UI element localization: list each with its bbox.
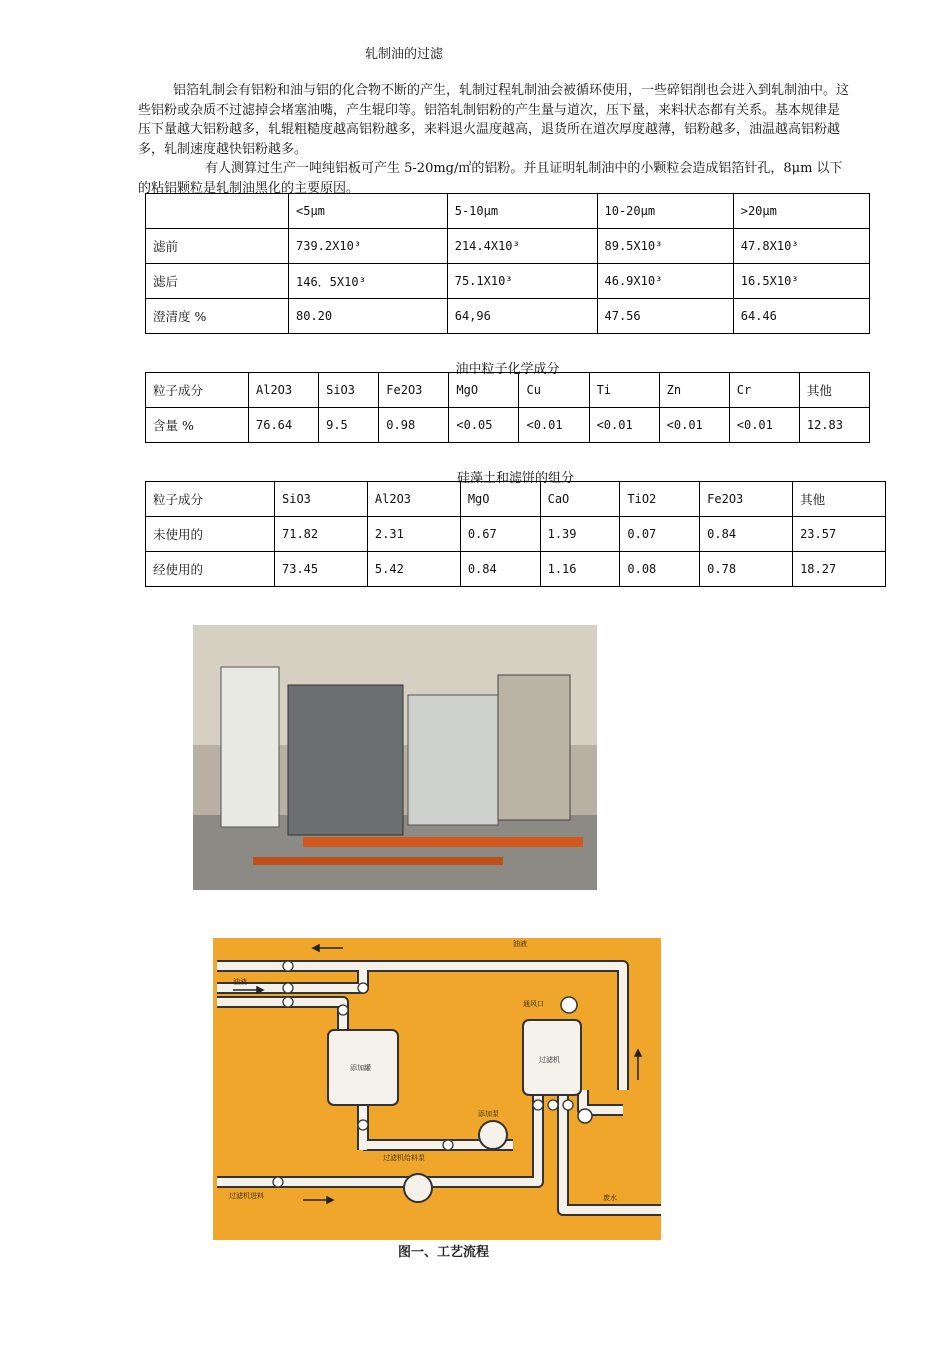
- pressure-gauge-icon: [561, 997, 577, 1013]
- label-oil-top: 油液: [513, 940, 527, 948]
- table-cell: 47.56: [597, 299, 733, 334]
- table-cell: 未使用的: [146, 517, 275, 552]
- filter-equipment-photo: [193, 625, 597, 890]
- table-cell: Fe2O3: [379, 373, 449, 408]
- photo-frame-right: [408, 695, 498, 825]
- table-cell: <0.01: [519, 408, 589, 443]
- table-cell: MgO: [460, 482, 540, 517]
- table-cell: 23.57: [793, 517, 886, 552]
- table-cell: MgO: [449, 373, 519, 408]
- table-cell: 1.16: [540, 552, 620, 587]
- table-cell: 0.84: [460, 552, 540, 587]
- label-oil-left: 油液: [233, 978, 247, 986]
- pump-icon: [479, 1121, 507, 1149]
- photo-pipe-orange-2: [253, 857, 503, 865]
- valve-icon: [443, 1140, 453, 1150]
- table-header-row: [146, 482, 886, 517]
- table-cell: 经使用的: [146, 552, 275, 587]
- table-cell: 5.42: [367, 552, 460, 587]
- table-row: [146, 299, 870, 334]
- table-cell: 214.4X10³: [447, 229, 597, 264]
- label-waste: 废水: [603, 1194, 617, 1202]
- valve-icon: [338, 1005, 348, 1015]
- table-cell: Zn: [659, 373, 729, 408]
- table-row: [146, 408, 870, 443]
- table-cell: <0.05: [449, 408, 519, 443]
- table-cell: 64,96: [447, 299, 597, 334]
- valve-icon: [358, 1120, 368, 1130]
- label-mixing-tank: 添加罐: [350, 1064, 371, 1072]
- table-row: [146, 517, 886, 552]
- table-cell: Fe2O3: [700, 482, 793, 517]
- table-cell: 64.46: [733, 299, 869, 334]
- photo-filter-press: [288, 685, 403, 835]
- table-cell: 146．5X10³: [289, 264, 448, 299]
- valve-icon: [358, 983, 368, 993]
- valve-icon: [283, 997, 293, 1007]
- table-cell: 滤前: [146, 229, 289, 264]
- table-cell: 1.39: [540, 517, 620, 552]
- diatomite-composition-table: [145, 481, 886, 587]
- table-cell: 0.08: [620, 552, 700, 587]
- table-cell: 739.2X10³: [289, 229, 448, 264]
- table-cell: TiO2: [620, 482, 700, 517]
- table-cell: 其他: [793, 482, 886, 517]
- diagram-caption: 图一、工艺流程: [398, 1245, 490, 1260]
- table-cell: 滤后: [146, 264, 289, 299]
- table-cell: Cu: [519, 373, 589, 408]
- process-flow-diagram: [193, 910, 690, 1274]
- table-cell: 0.67: [460, 517, 540, 552]
- table-cell: 10-20μm: [597, 194, 733, 229]
- photo-cabinet: [498, 675, 570, 820]
- table-cell: Al2O3: [249, 373, 319, 408]
- table-cell: <0.01: [659, 408, 729, 443]
- label-vent: 通风口: [523, 1000, 544, 1008]
- table-cell: 89.5X10³: [597, 229, 733, 264]
- photo-pipe-orange: [303, 837, 583, 847]
- table-cell: <0.01: [589, 408, 659, 443]
- paragraph-1: 铝箔轧制会有铝粉和油与铝的化合物不断的产生，轧制过程轧制油会被循环使用，一些碎铝削也会进入到轧制油中。这些铝粉或杂质不过滤掉会堵塞油嘴，产生辊印等。铝箔轧制铝粉的产生量与道次，压下量，来料状态都有关系。基本规律是压下量越大铝粉越多，轧辊粗糙度越高铝粉越多，来料退火温度越高，退货所在道次厚度越薄，铝粉越多，油温越高铝粉越多，轧制速度越快铝粉越多。: [138, 83, 850, 157]
- table-cell: Cr: [729, 373, 799, 408]
- table-cell: CaO: [540, 482, 620, 517]
- label-filter: 过滤机: [539, 1056, 560, 1064]
- valve-icon: [273, 1177, 283, 1187]
- table-cell: >20μm: [733, 194, 869, 229]
- valve-icon: [548, 1100, 558, 1110]
- table-cell: SiO3: [319, 373, 379, 408]
- table-cell: 71.82: [275, 517, 368, 552]
- valve-icon: [563, 1100, 573, 1110]
- table-cell: 73.45: [275, 552, 368, 587]
- table-row: [146, 264, 870, 299]
- table-cell: 76.64: [249, 408, 319, 443]
- table-cell: [146, 194, 289, 229]
- table-cell: <0.01: [729, 408, 799, 443]
- table-cell: SiO3: [275, 482, 368, 517]
- table-cell: 5-10μm: [447, 194, 597, 229]
- table-cell: 粒子成分: [146, 373, 249, 408]
- table-cell: 0.84: [700, 517, 793, 552]
- pressure-gauge-icon: [578, 1109, 592, 1123]
- table-cell: Al2O3: [367, 482, 460, 517]
- table-cell: 75.1X10³: [447, 264, 597, 299]
- table3-caption: 硅藻土和滤饼的组分: [456, 471, 574, 486]
- table-header-row: [146, 373, 870, 408]
- table-cell: 46.9X10³: [597, 264, 733, 299]
- table-row: [146, 552, 886, 587]
- table-cell: 含量 %: [146, 408, 249, 443]
- table-cell: 12.83: [799, 408, 869, 443]
- valve-icon: [533, 1100, 543, 1110]
- table-row: [146, 229, 870, 264]
- paragraph-2: 有人测算过生产一吨纯铝板可产生 5-20mg/㎡的铝粉。并且证明轧制油中的小颗粒会造成铝箔针孔，8μm 以下的粘铝颗粒是轧制油黑化的主要原因。: [138, 161, 843, 196]
- valve-icon: [283, 983, 293, 993]
- page-title: 轧制油的过滤: [365, 47, 444, 62]
- pump-icon: [404, 1174, 432, 1202]
- table-cell: 16.5X10³: [733, 264, 869, 299]
- table-cell: 0.07: [620, 517, 700, 552]
- table-cell: 18.27: [793, 552, 886, 587]
- table-cell: 9.5: [319, 408, 379, 443]
- chemical-composition-table: [145, 372, 870, 443]
- table-cell: 其他: [799, 373, 869, 408]
- label-feed-pump: 过滤机给料泵: [383, 1154, 425, 1162]
- table-cell: 0.78: [700, 552, 793, 587]
- table-cell: 80.20: [289, 299, 448, 334]
- table-cell: 粒子成分: [146, 482, 275, 517]
- photo-tank-left: [221, 667, 279, 827]
- valve-icon: [283, 961, 293, 971]
- label-feed: 过滤机进料: [229, 1192, 264, 1200]
- particle-size-table: [145, 193, 870, 334]
- label-pump: 添加泵: [478, 1110, 499, 1118]
- table-cell: 澄清度 %: [146, 299, 289, 334]
- table-cell: Ti: [589, 373, 659, 408]
- table-cell: 47.8X10³: [733, 229, 869, 264]
- table-header-row: [146, 194, 870, 229]
- table-cell: 2.31: [367, 517, 460, 552]
- table-cell: 0.98: [379, 408, 449, 443]
- table-cell: <5μm: [289, 194, 448, 229]
- table2-caption: 油中粒子化学成分: [455, 362, 560, 377]
